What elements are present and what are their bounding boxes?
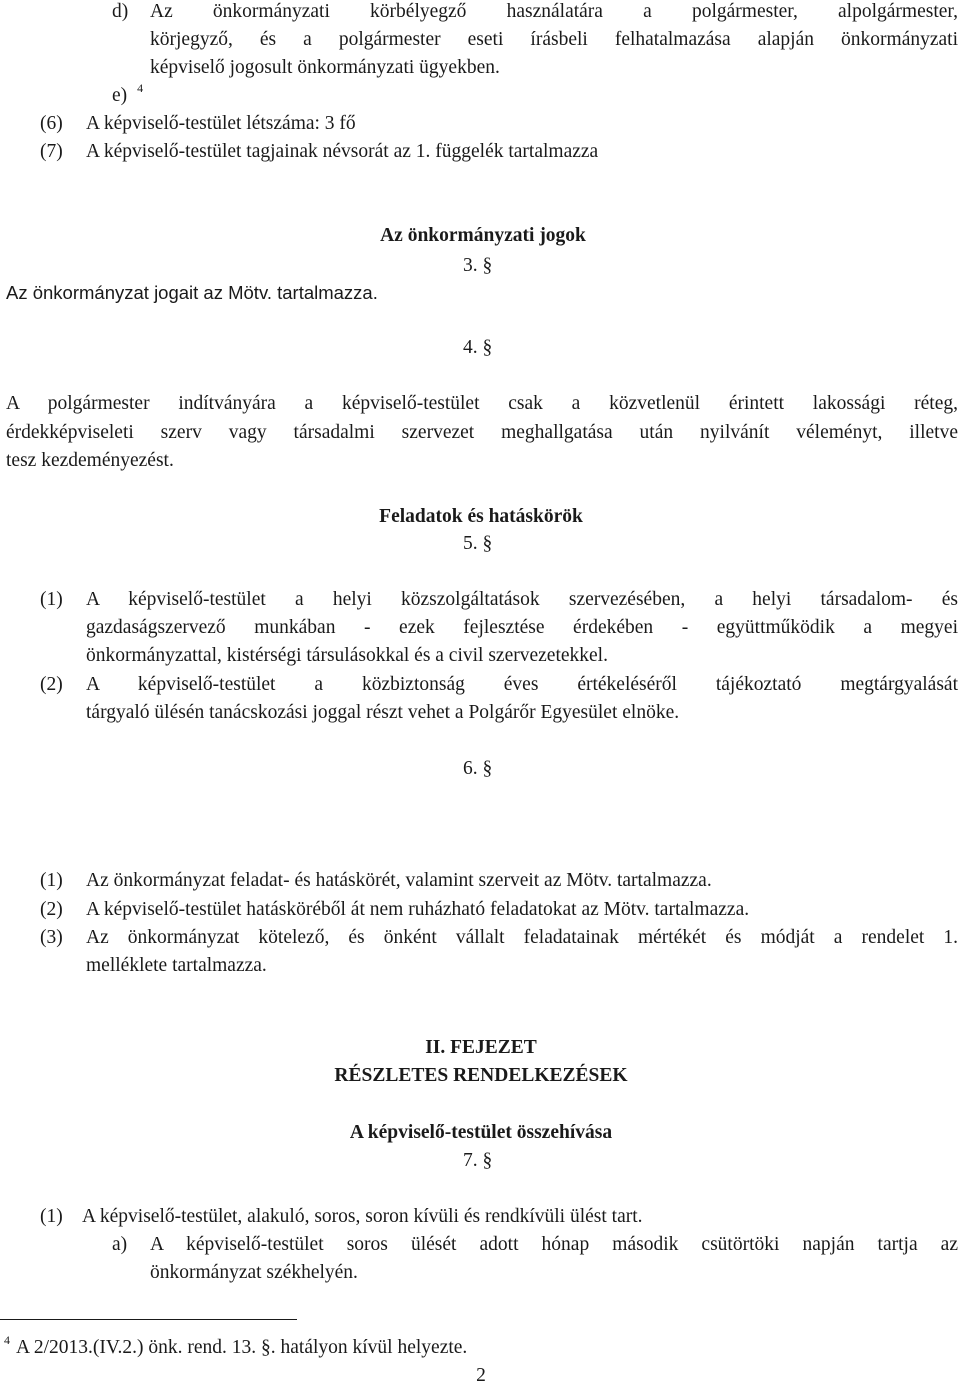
section6-para3-line1: Az önkormányzat kötelező, és önként vállalt feladatainak mértékét és módját a rendelet 1. [86,927,958,948]
section-heading-tasks: Feladatok és hatáskörök [379,506,583,527]
section5-para1-line1: A képviselő-testület a helyi közszolgáltatások szervezésében, a helyi társadalom- és [86,589,958,610]
footnote-text: A 2/2013.(IV.2.) önk. rend. 13. §. hatályon kívül helyezte. [16,1337,468,1358]
item-d-line1: Az önkormányzati körbélyegző használatára a polgármester, alpolgármester, [150,1,958,22]
list-marker-d: d) [112,1,129,22]
para-7-marker: (7) [40,141,63,162]
section5-para2-marker: (2) [40,674,63,695]
section7-item-a-line2: önkormányzat székhelyén. [150,1262,358,1283]
chapter-title: II. FEJEZET [425,1037,537,1058]
item-d-line2: körjegyző, és a polgármester eseti írásbeli felhatalmazása alapján önkormányzati [150,29,958,50]
section6-para1-marker: (1) [40,870,63,891]
chapter-subtitle: RÉSZLETES RENDELKEZÉSEK [334,1065,628,1086]
section6-para3-marker: (3) [40,927,63,948]
footnote-number: 4 [4,1333,10,1347]
item-d-line3: képviselő jogosult önkormányzati ügyekben. [150,57,500,78]
section5-para2-line2: tárgyaló ülésén tanácskozási joggal részt vehet a Polgárőr Egyesület elnöke. [86,702,680,723]
section6-para3-line2: melléklete tartalmazza. [86,955,267,976]
list-marker-e: e) $^4$ [112,81,144,106]
rights-text: Az önkormányzat jogait az Mötv. tartalmazza. [6,282,378,303]
section6-para2-text: A képviselő-testület hatásköréből át nem ruházható feladatokat az Mötv. tartalmazza. [86,899,750,920]
section5-para2-line1: A képviselő-testület a közbiztonság éves értékeléséről tájékoztató megtárgyalását [86,674,958,695]
section7-item-a-line1: A képviselő-testület soros ülését adott hónap második csütörtöki napján tartja az [150,1234,958,1255]
section-heading-rights: Az önkormányzati jogok [380,225,586,246]
para-6-marker: (6) [40,113,63,134]
section7-item-a-marker: a) [112,1234,128,1255]
section7-para1-text: A képviselő-testület, alakuló, soros, soron kívüli és rendkívüli ülést tart. [82,1206,643,1227]
section-number-6: 6. § [463,758,493,779]
page-number: 2 [476,1365,486,1386]
section-number-7: 7. § [463,1150,493,1171]
section6-para2-marker: (2) [40,899,63,920]
section7-para1-marker: (1) [40,1206,63,1227]
footnote-separator [0,1319,297,1320]
footnote [4,1334,467,1363]
section-heading-convening: A képviselő-testület összehívása [349,1122,613,1143]
section6-para1-text: Az önkormányzat feladat- és hatáskörét, valamint szerveit az Mötv. tartalmazza. [86,870,712,891]
section-number-4: 4. § [463,337,493,358]
section4-line2: érdekképviseleti szerv vagy társadalmi szervezet meghallgatása után nyilvánít véleményt, illetve [6,422,958,443]
section-number-5: 5. § [463,533,493,554]
section4-line3: tesz kezdeményezést. [6,450,174,471]
para-7-text: A képviselő-testület tagjainak névsorát az 1. függelék tartalmazza [86,141,599,162]
section-number-3: 3. § [463,255,493,276]
section4-line1: A polgármester indítványára a képviselő-testület csak a közvetlenül érintett lakossági réteg, [6,393,958,414]
para-6-text: A képviselő-testület létszáma: 3 fő [86,113,356,134]
section5-para1-line2: gazdaságszervező munkában - ezek fejlesztése érdekében - együttműködik a megyei [86,617,958,638]
section5-para1-line3: önkormányzattal, kistérségi társulásokkal és a civil szervezetekkel. [86,645,608,666]
footnote-ref: 4 [137,81,144,95]
section5-para1-marker: (1) [40,589,63,610]
